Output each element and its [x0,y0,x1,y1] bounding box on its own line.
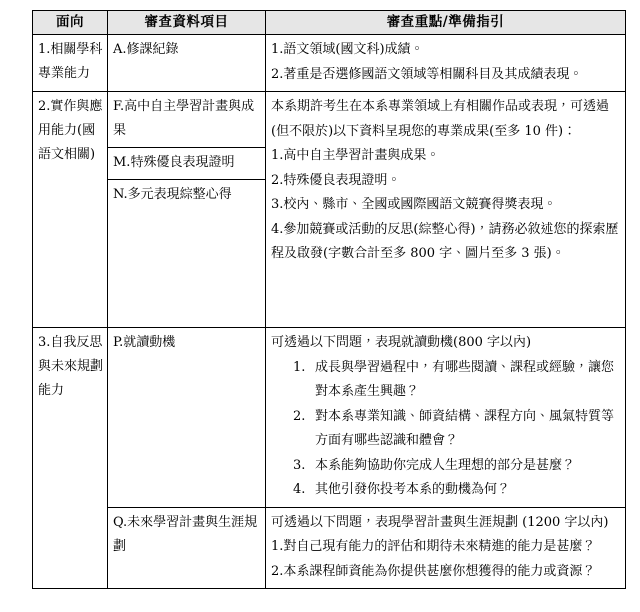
aspect-text: 2.實作與應用能力(國語文相關) [38,99,103,162]
table-body [33,35,626,589]
item-text-f: F.高中自主學習計畫與成果 [108,92,265,148]
table-header-row [33,11,626,35]
focus-question-list [271,356,621,503]
focus-line: 3.校內、縣市、全國或國際國語文競賽得獎表現。 [271,197,557,212]
focus-line: 1.語文領域(國文科)成績。 [271,42,424,57]
aspect-text: 3.自我反思與未來規劃能力 [38,335,104,398]
focus-cell-1 [266,35,626,92]
item-text: P.就讀動機 [113,335,176,350]
item-subrow [108,180,265,328]
focus-intro: 可透過以下問題，表現學習計畫與生涯規劃 (1200 字以內) [271,514,609,530]
focus-intro: 本系期許考生在本系專業領域上有相關作品或表現，可透過(但不限於)以下資料呈現您的專業成果(至多 10 件)： [271,99,610,139]
item-text-n: N.多元表現綜整心得 [113,187,232,202]
item-cell-1 [108,35,266,92]
aspect-cell-3 [33,328,108,589]
item-subtable [108,92,265,327]
focus-line: 2.著重是否選修國語文領域等相關科目及其成績表現。 [271,66,583,82]
focus-line: 2.本系課程師資能為你提供甚麼你想獲得的能力或資源？ [271,563,596,579]
item-text: Q.未來學習計畫與生涯規劃 [113,514,258,554]
table-row [33,92,626,328]
table-header [33,11,626,35]
review-guide-table [32,10,626,589]
focus-line: 4.參加競賽或活動的反思(綜整心得)，請務必敘述您的探索歷程及啟發(字數合計至多 800 字、圖片至多 3 張)。 [271,221,619,261]
focus-question: 其他引發你投考本系的動機為何？ [315,482,511,497]
column-header-aspect: 面向 [33,11,108,35]
column-header-focus: 審查重點/準備指引 [266,11,626,35]
focus-line: 2.特殊優良表現證明。 [271,172,401,188]
focus-question: 成長與學習過程中，有哪些閱讀、課程或經驗，讓您對本系產生興趣？ [315,359,615,399]
aspect-text: 1.相關學科專業能力 [38,42,103,81]
focus-line: 1.對自己現有能力的評估和期待未來精進的能力是甚麼？ [271,539,596,554]
item-subrow [108,148,265,180]
aspect-cell-1 [33,35,108,92]
table-row [33,507,626,589]
item-cell-2 [108,92,266,328]
focus-intro: 可透過以下問題，表現就讀動機(800 字以內) [271,335,532,350]
focus-cell-3-q [266,507,626,589]
focus-question: 對本系專業知識、師資結構、課程方向、風氣特質等方面有哪些認識和體會？ [315,408,615,448]
focus-question: 本系能夠協助你完成人生理想的部分是甚麼？ [315,457,576,473]
focus-line: 1.高中自主學習計畫與成果。 [271,148,440,163]
item-cell-3-q [108,507,266,589]
focus-cell-2 [266,92,626,328]
item-cell-3-p [108,328,266,508]
item-text-m: M.特殊優良表現證明 [108,148,265,180]
column-header-item: 審查資料項目 [108,11,266,35]
item-text: A.修課紀錄 [113,42,179,57]
table-row [33,35,626,92]
aspect-cell-2 [33,92,108,328]
item-subrow [108,92,265,148]
table-row [33,328,626,508]
focus-cell-3-p [266,328,626,508]
